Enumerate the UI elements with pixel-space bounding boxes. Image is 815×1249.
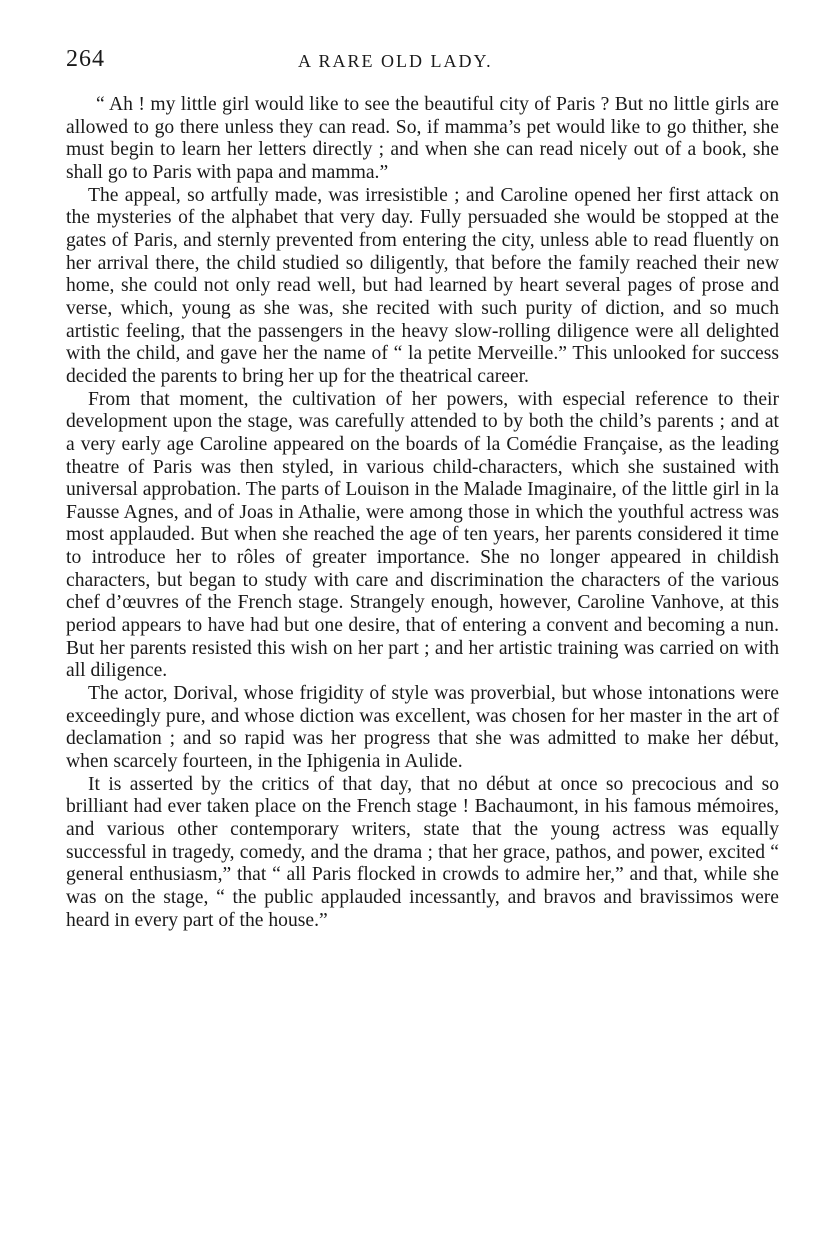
paragraph: From that moment, the cultivation of her powers, with especial reference to their development upon the stage, was carefully attended to by both the child’s parents ; and at a very early age Caroline appeared on the boards of la Comédie Française, as the leading theatre of Paris was then styled, in various child-characters, which she sustained with universal approbation. The parts of Louison in the Malade Imaginaire, of the little girl in la Fausse Agnes, and of Joas in Athalie, were among those in which the youthful actress was most applauded. But when she reached the age of ten years, her parents considered it time to introduce her to rôles of greater importance. She no longer appeared in childish characters, but began to study with care and discrimination the characters of the various chef d’œuvres of the French stage. Strangely enough, however, Caroline Vanhove, at this period appears to have had but one desire, that of entering a convent and becoming a nun. But her parents resisted this wish on her part ; and her artistic training was carried on with all diligence. — [66, 388, 779, 682]
page-number: 264 — [66, 46, 105, 72]
paragraph: “ Ah ! my little girl would like to see the beautiful city of Paris ? But no little girls are allowed to go there unless they can read. So, if mamma’s pet would like to go thither, she must begin to learn her letters directly ; and when she can read nicely out of a book, she shall go to Paris with papa and mamma.” — [66, 94, 779, 183]
body-text — [66, 94, 779, 932]
paragraph: The actor, Dorival, whose frigidity of style was proverbial, but whose intonations were exceedingly pure, and whose diction was excellent, was chosen for her master in the art of declamation ; and so rapid was her progress that she was admitted to make her début, when scarcely fourteen, in the Iphigenia in Aulide. — [66, 683, 779, 773]
page-header — [66, 46, 775, 78]
paragraph: The appeal, so artfully made, was irresistible ; and Caroline opened her first attack on the mysteries of the alphabet that very day. Fully persuaded she would be stopped at the gates of Paris, and sternly prevented from entering the city, unless able to read fluently on her arrival there, the child studied so diligently, that before the family reached their new home, she could not only read well, but had learned by heart several pages of prose and verse, which, young as she was, she recited with such purity of diction, and so much artistic feeling, that the passengers in the heavy slow-rolling diligence were all delighted with the child, and gave her the name of “ la petite Merveille.” This unlooked for success decided the parents to bring her up for the theatrical career. — [66, 184, 779, 387]
running-title: A RARE OLD LADY. — [298, 51, 493, 71]
paragraph: It is asserted by the critics of that day, that no début at once so precocious and so brilliant had ever taken place on the French stage ! Bachaumont, in his famous mémoires, and various other contemporary writers, state that the young actress was equally successful in tragedy, comedy, and the drama ; that her grace, pathos, and power, excited “ general enthusiasm,” that “ all Paris flocked in crowds to admire her,” and that, while she was on the stage, “ the public applauded incessantly, and bravos and bravissimos were heard in every part of the house.” — [66, 773, 779, 931]
